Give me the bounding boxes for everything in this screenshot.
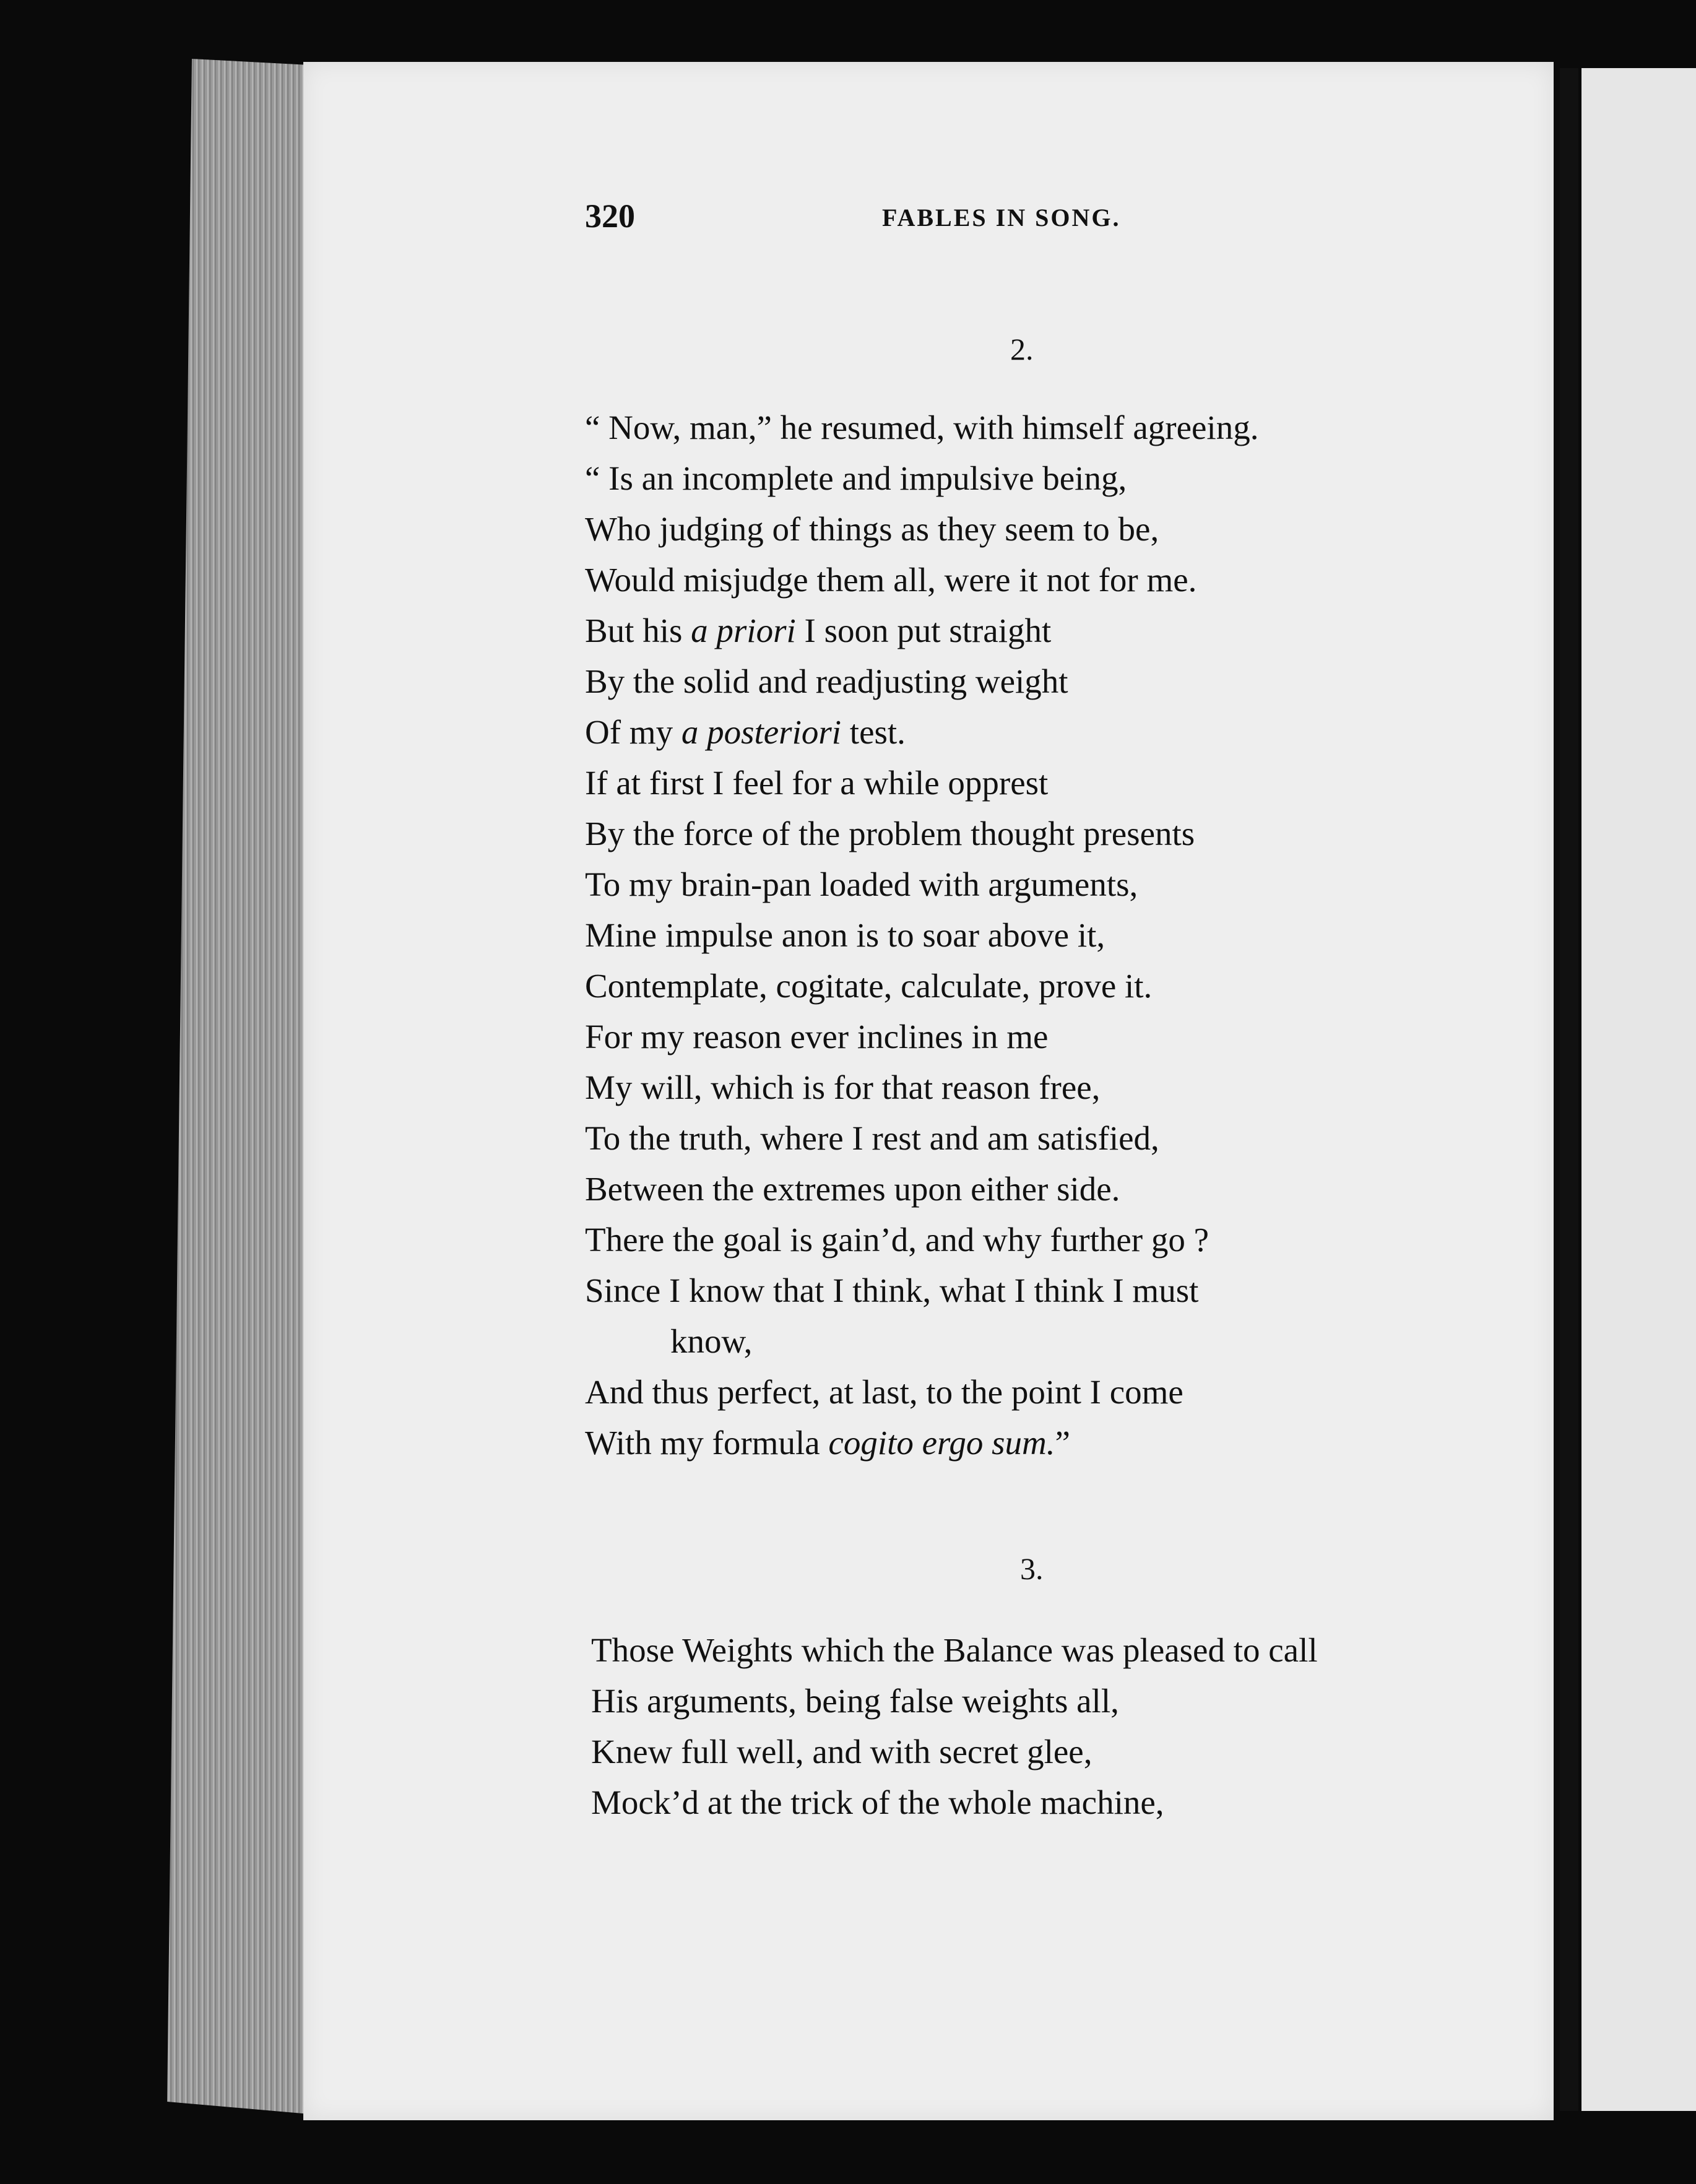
verse-line: Who judging of things as they seem to be, [585, 510, 1159, 548]
italic-phrase: cogito ergo sum. [828, 1424, 1055, 1462]
verse-line: Between the extremes upon either side. [585, 1170, 1120, 1208]
verse-line: With my formula cogito ergo sum.” [585, 1424, 1070, 1462]
page-edges [167, 59, 309, 2114]
verse-line: And thus perfect, at last, to the point I come [585, 1373, 1183, 1411]
verse-line: Mock’d at the trick of the whole machine, [591, 1783, 1164, 1821]
verse-line: Knew full well, and with secret glee, [591, 1733, 1092, 1770]
verse-line-continuation: know, [670, 1322, 753, 1360]
section-number: 3. [1020, 1551, 1044, 1586]
book-spine [1560, 68, 1578, 2111]
verse-line: Contemplate, cogitate, calculate, prove it. [585, 967, 1153, 1005]
page-header [585, 197, 1489, 246]
verse-line: His arguments, being false weights all, [591, 1682, 1119, 1720]
stanza-2 [585, 402, 1513, 1468]
verse-line: Mine impulse anon is to soar above it, [585, 916, 1105, 954]
verse-line: “ Is an incomplete and impulsive being, [585, 459, 1127, 497]
verse-line: Since I know that I think, what I think I must [585, 1272, 1199, 1309]
running-title: FABLES IN SONG. [882, 204, 1121, 232]
verse-line: There the goal is gain’d, and why further go ? [585, 1221, 1209, 1259]
verse-line: “ Now, man,” he resumed, with himself agreeing. [585, 409, 1259, 446]
verse-line: To my brain-pan loaded with arguments, [585, 865, 1138, 903]
verse-line: Would misjudge them all, were it not for me. [585, 561, 1197, 599]
page-number: 320 [585, 197, 635, 235]
verse-line: By the force of the problem thought presents [585, 815, 1195, 852]
verse-line: But his a priori I soon put straight [585, 612, 1052, 649]
italic-phrase: a posteriori [681, 713, 842, 751]
verse-line: My will, which is for that reason free, [585, 1068, 1101, 1106]
italic-phrase: a priori [691, 612, 796, 649]
verse-line: Of my a posteriori test. [585, 713, 906, 751]
verse-line: If at first I feel for a while opprest [585, 764, 1049, 802]
section-number: 2. [1010, 332, 1034, 366]
stanza-3 [591, 1625, 1520, 1828]
verse-line: Those Weights which the Balance was pleased to call [591, 1631, 1318, 1669]
facing-page-edge [1581, 68, 1696, 2111]
verse-line: For my reason ever inclines in me [585, 1018, 1049, 1055]
verse-line: By the solid and readjusting weight [585, 662, 1068, 700]
verse-line: To the truth, where I rest and am satisfied, [585, 1119, 1159, 1157]
